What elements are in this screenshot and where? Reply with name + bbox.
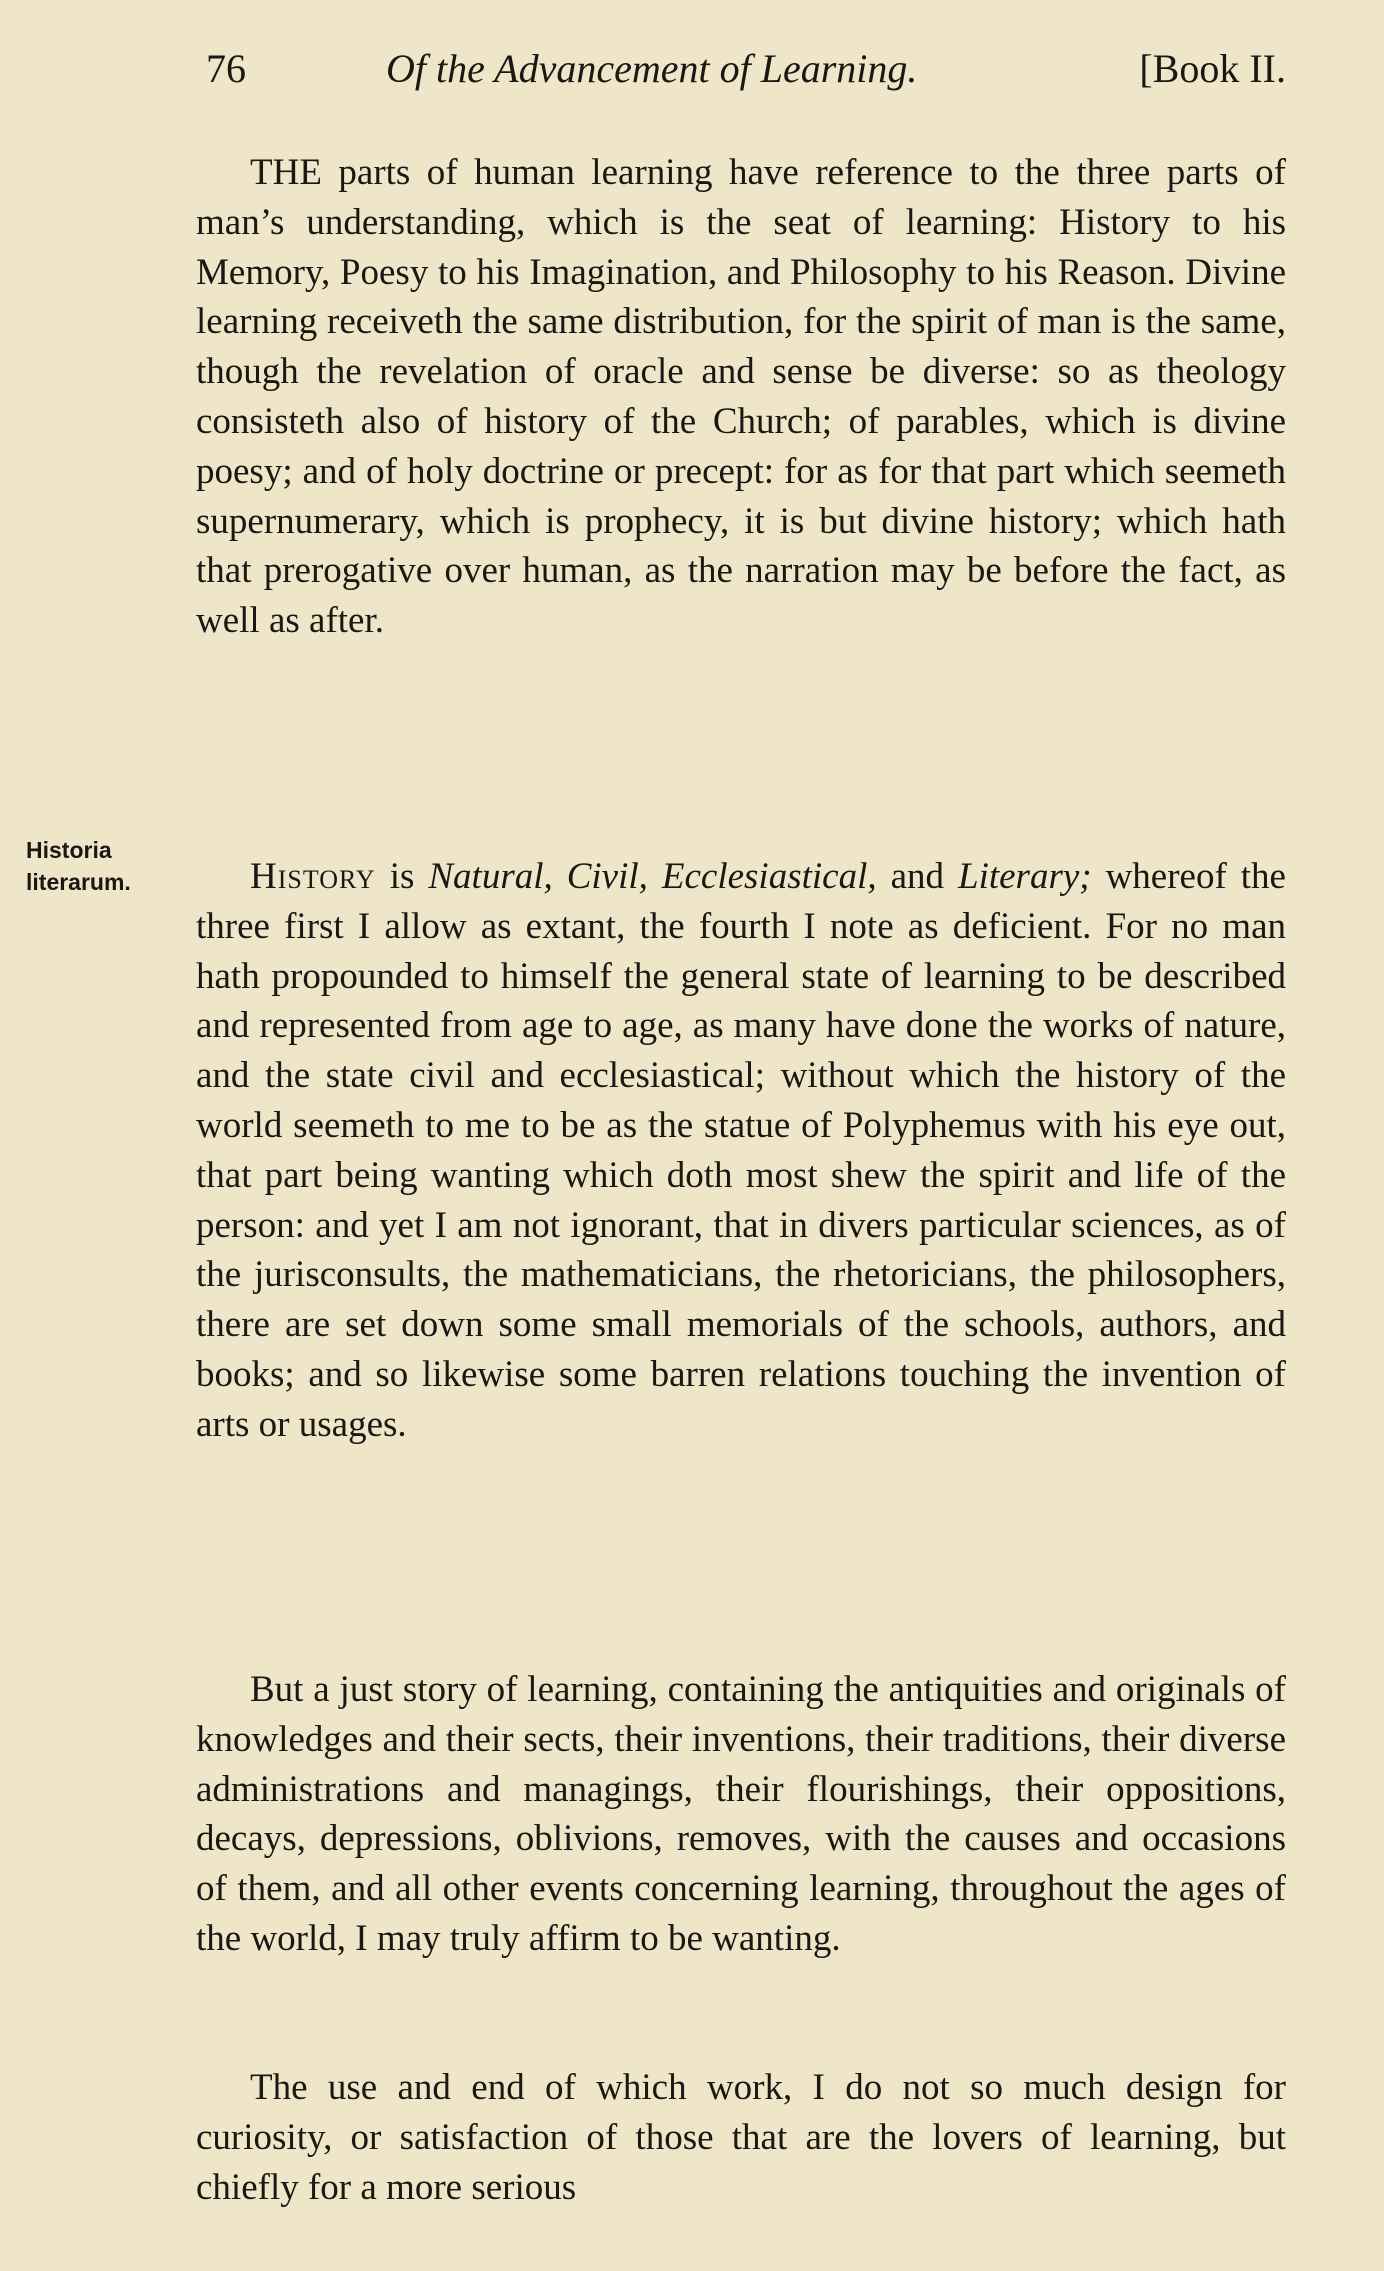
history-small-caps: History (250, 856, 376, 897)
literary-history: Literary; (958, 856, 1092, 897)
page-header (206, 40, 1286, 98)
history-and: and (876, 856, 958, 897)
running-title: Of the Advancement of Learning. (386, 46, 918, 91)
book-reference: [Book II. (1139, 46, 1286, 91)
page-number: 76 (206, 46, 246, 91)
paragraph-human-learning: THE parts of human learning have reference to the three parts of man’s understanding, which is the seat of learning: History to his Memory, Poesy to his Imagination, and Philosophy to his Reason. Divine learning receiveth the same distribution, for the spirit of man is the same, though the revelation of oracle and sense be diverse: so as theology consisteth also of history of the Church; of parables, which is divine poesy; and of holy doctrine or precept: for as for that part which seemeth supernumerary, which is prophecy, it is but divine history; which hath that prerogative over human, as the narration may be before the fact, as well as after. (196, 152, 1286, 642)
history-is: is (375, 856, 429, 897)
margin-note (26, 834, 158, 898)
history-paragraph-body: whereof the three first I allow as extant, the fourth I note as deficient. For no man hath propounded to himself the general state of learning to be described and represented from age to age, as many have done the works of nature, and the state civil and ecclesiastical; without which the history of the world seemeth to me to be as the statue of Polyphemus with his eye out, that part being wanting which doth most shew the spirit and life of the person: and yet I am not ignorant, that in divers particular sciences, as of the jurisconsults, the mathematicians, the rhetoricians, the philosophers, there are set down some small memorials of the schools, authors, and books; and so likewise some barren relations touching the invention of arts or usages. (196, 856, 1286, 1445)
margin-note-line-2: literarum. (26, 869, 131, 895)
history-kinds: Natural, Civil, Ecclesiastical, (428, 856, 877, 897)
paragraph-history (196, 852, 1286, 1450)
paragraph-story-of-learning: But a just story of learning, containing the antiquities and originals of knowledges and their sects, their inventions, their traditions, their diverse administrations and managings, their flourishings, their oppositions, decays, depressions, oblivions, removes, with the causes and occasions of them, and all other events concerning learning, throughout the ages of the world, I may truly affirm to be wanting. (196, 1669, 1286, 1959)
paragraph-use-and-end: The use and end of which work, I do not so much design for curiosity, or satisfaction of those that are the lovers of learning, but chiefly for a more serious (196, 2067, 1286, 2208)
margin-note-line-1: Historia (26, 837, 112, 863)
